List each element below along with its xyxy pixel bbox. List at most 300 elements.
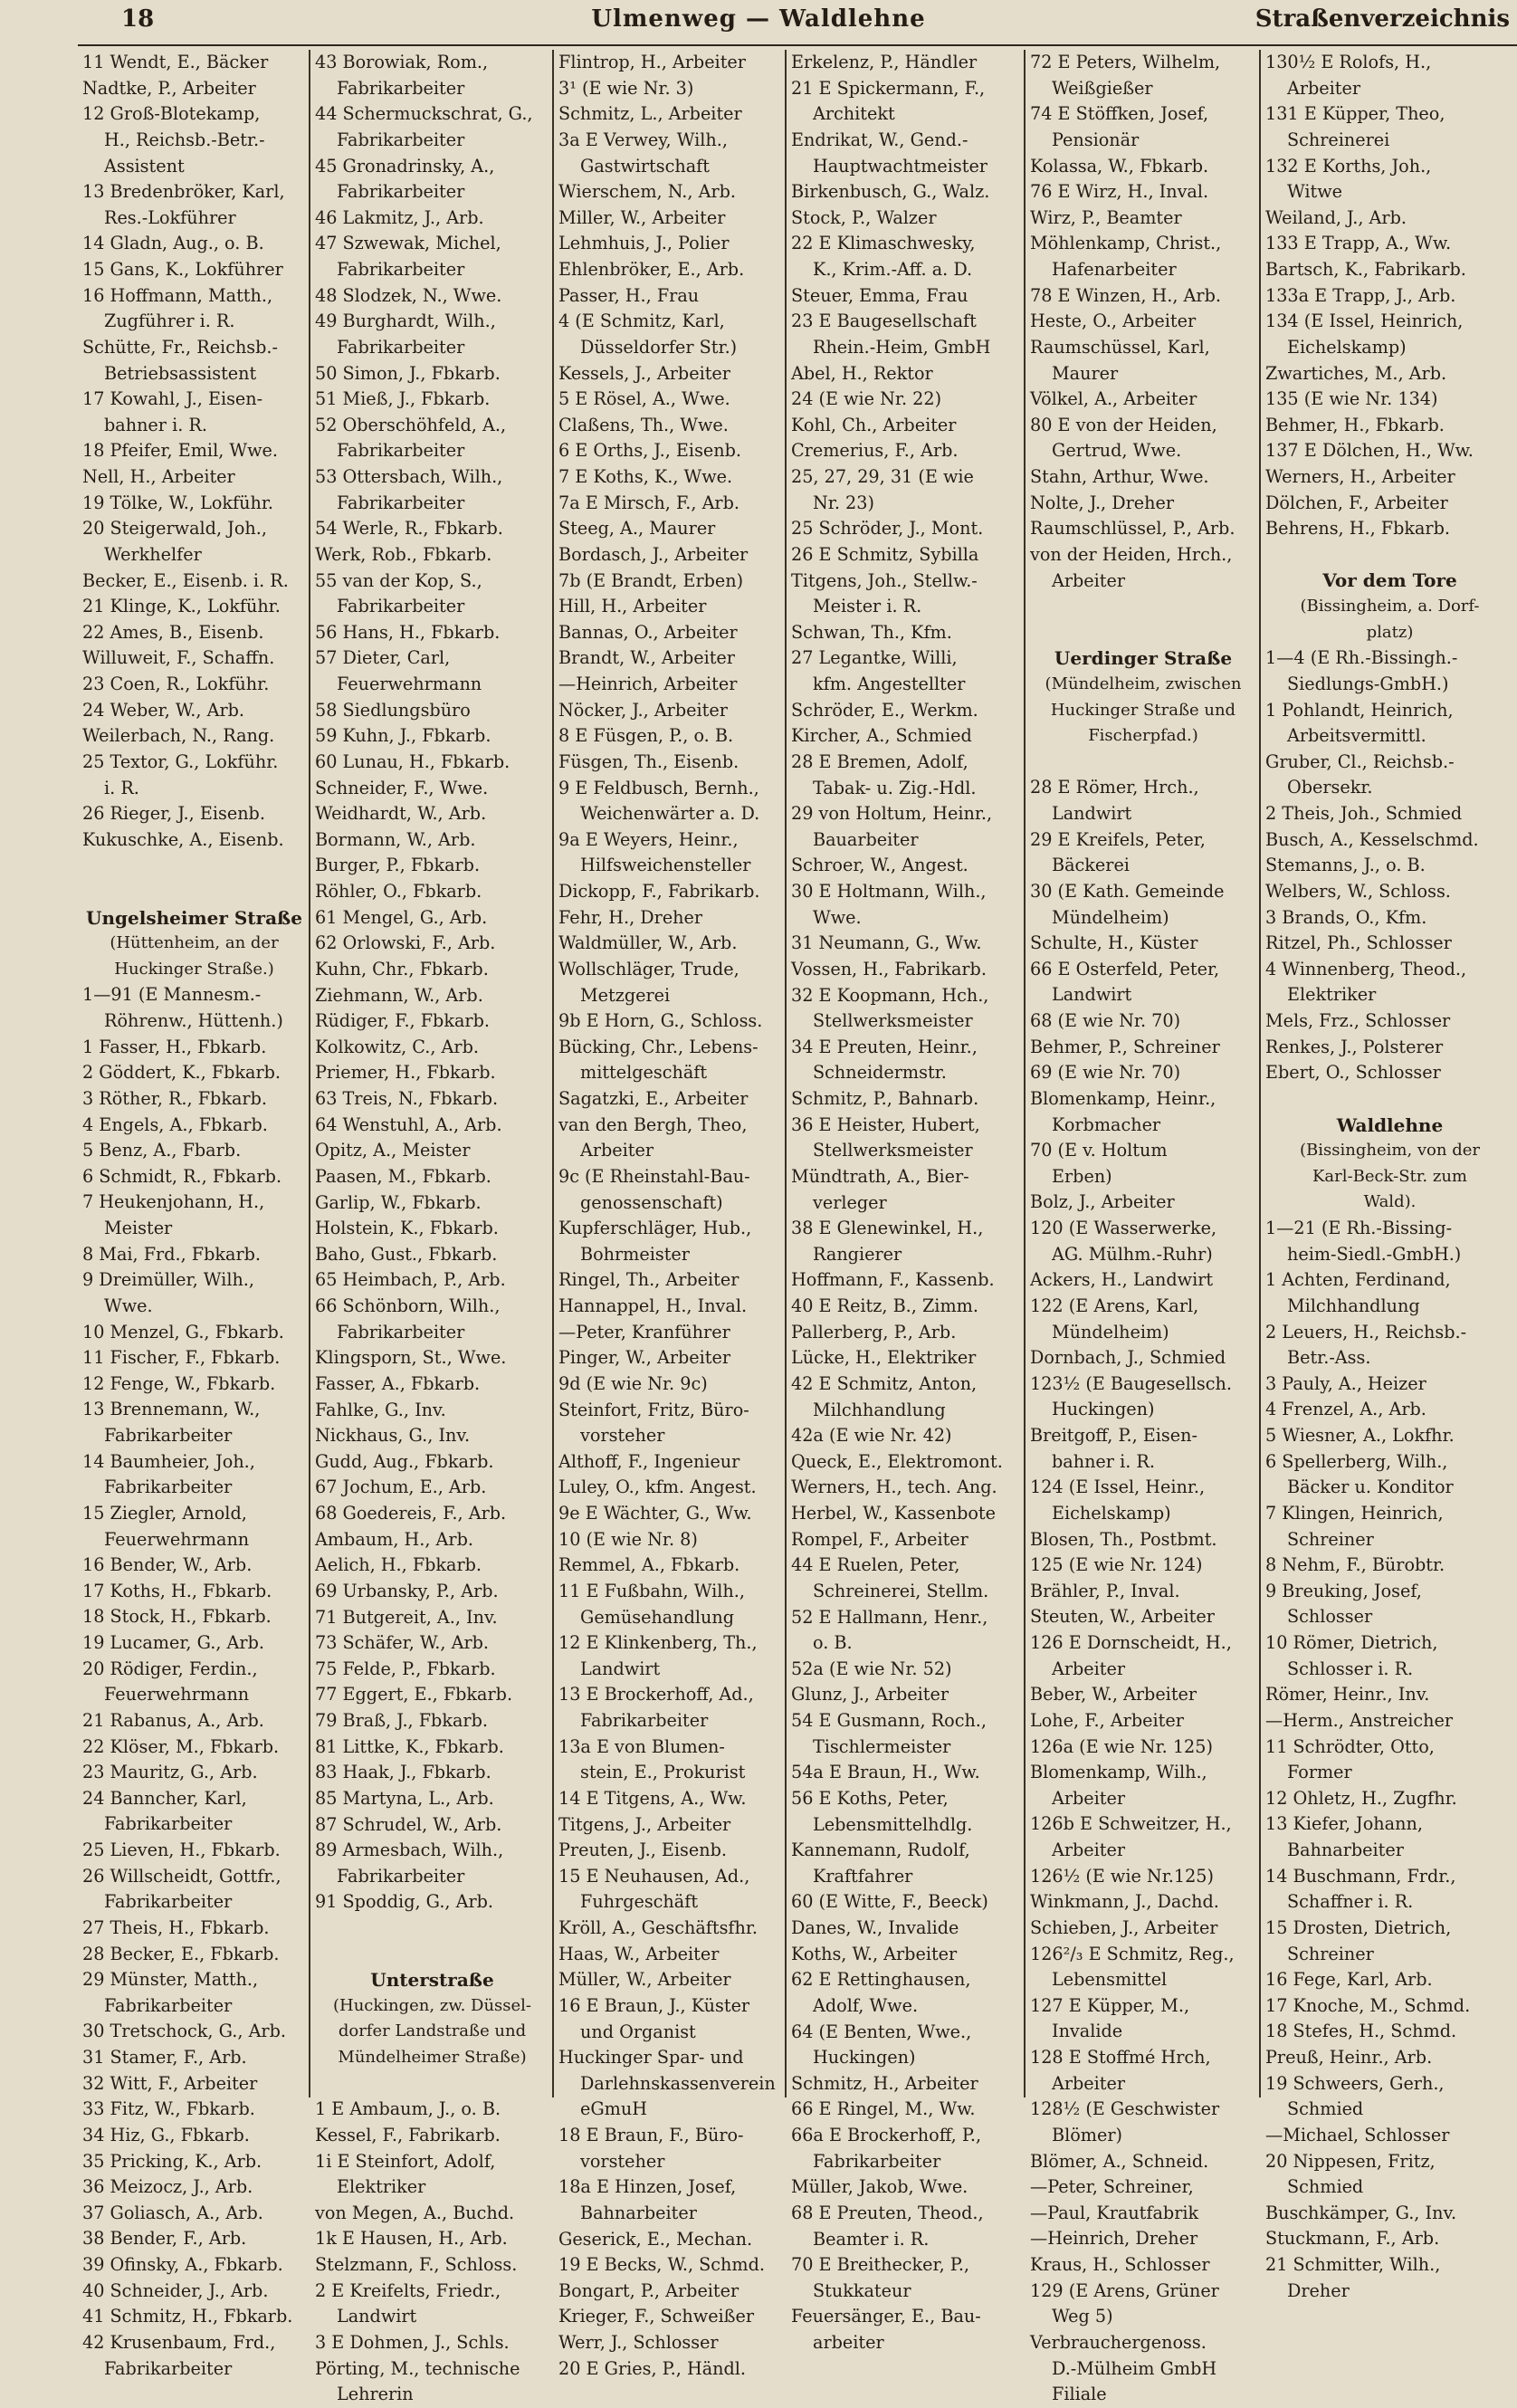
entry-line: Brähler, P., Inval. <box>1030 1580 1180 1601</box>
entry-line: Danes, W., Invalide <box>791 1917 959 1938</box>
entry-line: 9a E Weyers, Heinr., <box>558 828 739 850</box>
entry-continuation: Obersekr. <box>1287 777 1373 798</box>
entry-line: Garlip, W., Fbkarb. <box>315 1191 482 1213</box>
entry-line: 39 Ofinsky, A., Fbkarb. <box>82 2254 283 2276</box>
entry-line: Fehr, H., Dreher <box>558 906 703 928</box>
entry-line: 48 Slodzek, N., Wwe. <box>315 284 502 306</box>
street-heading: Waldlehne <box>1336 1113 1444 1136</box>
entry-line: Kukuschke, A., Eisenb. <box>82 828 284 850</box>
entry-line: 33 Fitz, W., Fbkarb. <box>82 2098 255 2120</box>
entry-line: 40 E Reitz, B., Zimm. <box>791 1295 978 1316</box>
entry-line: Passer, H., Frau <box>558 284 700 306</box>
entry-continuation: stein, E., Prokurist <box>580 1762 746 1783</box>
entry-line: 4 Engels, A., Fbkarb. <box>82 1113 268 1135</box>
entry-line: Raumschüssel, Karl, <box>1030 336 1210 358</box>
entry-continuation: Fabrikarbeiter <box>104 1425 233 1447</box>
entry-line: 3 Röther, R., Fbkarb. <box>82 1087 267 1109</box>
entry-continuation: Fabrikarbeiter <box>813 2150 941 2172</box>
entry-continuation: Fabrikarbeiter <box>104 2357 233 2379</box>
entry-line: 9 E Feldbusch, Bernh., <box>558 777 759 798</box>
entry-line: Geserick, E., Mechan. <box>558 2228 753 2250</box>
spacer <box>315 2071 549 2097</box>
entry-line: 14 Baumheier, Joh., <box>82 1450 255 1472</box>
street-description: Wald). <box>1363 1192 1417 1212</box>
entry-line: 38 Bender, F., Arb. <box>82 2228 247 2250</box>
street-heading: Ungelsheimer Straße <box>86 906 302 929</box>
entry-line: 1 Achten, Ferdinand, <box>1265 1269 1451 1291</box>
entry-line: 9 Breuking, Josef, <box>1265 1580 1422 1601</box>
entry-line: 1—4 (E Rh.-Bissingh.- <box>1265 647 1458 669</box>
entry-line: 56 Hans, H., Fbkarb. <box>315 621 501 643</box>
entry-line: 73 Schäfer, W., Arb. <box>315 1632 489 1654</box>
entry-line: 18a E Hinzen, Josef, <box>558 2176 737 2198</box>
entry-line: Titgens, J., Arbeiter <box>558 1813 731 1835</box>
entry-line: 55 van der Kop, S., <box>315 569 482 591</box>
entry-line: 133 E Trapp, A., Ww. <box>1265 233 1452 254</box>
entry-continuation: Arbeiter <box>1052 2072 1126 2094</box>
entry-continuation: i. R. <box>104 777 139 798</box>
entry-line: 3 E Dohmen, J., Schls. <box>315 2331 510 2353</box>
entry-line: Mels, Frz., Schlosser <box>1265 1010 1451 1032</box>
entry-line: 19 Schweers, Gerh., <box>1265 2072 1445 2094</box>
spacer <box>82 879 306 905</box>
entry-line: 28 E Römer, Hrch., <box>1030 777 1199 798</box>
entry-line: 9b E Horn, G., Schloss. <box>558 1010 763 1032</box>
entry-line: Holstein, K., Fbkarb. <box>315 1218 499 1239</box>
entry-line: 128 E Stoffmé Hrch, <box>1030 2047 1211 2069</box>
entry-continuation: Schneidermstr. <box>813 1062 947 1084</box>
entry-line: 23 E Baugesellschaft <box>791 311 977 332</box>
entry-continuation: Schreinerei, Stellm. <box>813 1580 989 1601</box>
entry-line: 45 Gronadrinsky, A., <box>315 155 495 177</box>
entry-line: Nolte, J., Dreher <box>1030 492 1175 513</box>
entry-line: 31 Stamer, F., Arb. <box>82 2047 247 2069</box>
entry-line: 130½ E Rolofs, H., <box>1265 52 1432 72</box>
entry-line: 123½ (E Baugesellsch. <box>1030 1372 1232 1394</box>
street-description: (Huckingen, zw. Düssel- <box>332 1995 532 2015</box>
entry-line: Bücking, Chr., Lebens- <box>558 1036 758 1057</box>
entry-line: 75 Felde, P., Fbkarb. <box>315 1658 496 1679</box>
entry-line: 131 E Küpper, Theo, <box>1265 103 1445 125</box>
entry-continuation: Fabrikarbeiter <box>337 77 465 99</box>
entry-line: 15 E Neuhausen, Ad., <box>558 1865 750 1887</box>
entry-line: Rüdiger, F., Fbkarb. <box>315 1010 490 1032</box>
entry-line: 74 E Stöffken, Josef, <box>1030 103 1209 125</box>
entry-continuation: Feuerwehrmann <box>104 1528 250 1550</box>
entry-line: 21 E Spickermann, F., <box>791 77 986 99</box>
street-description: Fischerpfad.) <box>1088 726 1198 746</box>
entry-line: 36 E Heister, Hubert, <box>791 1113 980 1135</box>
entry-line: Müller, Jakob, Wwe. <box>791 2176 968 2198</box>
entry-line: 1 Pohlandt, Heinrich, <box>1265 699 1454 721</box>
entry-line: 3¹ (E wie Nr. 3) <box>558 77 694 99</box>
entry-line: Völkel, A., Arbeiter <box>1030 388 1197 410</box>
entry-line: 89 Armesbach, Wilh., <box>315 1839 504 1861</box>
page-title: Ulmenweg — Waldlehne <box>591 5 926 33</box>
entry-line: Röhler, O., Fbkarb. <box>315 881 482 902</box>
entry-continuation: Huckingen) <box>1052 1399 1155 1420</box>
entry-continuation: Former <box>1287 1762 1352 1783</box>
entry-line: Schröder, E., Werkm. <box>791 699 978 721</box>
street-heading: Vor dem Tore <box>1322 569 1457 592</box>
column-6 <box>1261 50 1517 2301</box>
entry-line: 126 E Dornscheidt, H., <box>1030 1632 1232 1654</box>
entry-line: Brandt, W., Arbeiter <box>558 647 735 669</box>
entry-line: Schütte, Fr., Reichsb.- <box>82 336 279 358</box>
entry-line: Schmitz, L., Arbeiter <box>558 103 742 125</box>
entry-line: 24 Banncher, Karl, <box>82 1787 247 1809</box>
entry-line: Stemanns, J., o. B. <box>1265 855 1426 876</box>
entry-line: Mündtrath, A., Bier- <box>791 1165 969 1187</box>
entry-continuation: Arbeiter <box>1052 1839 1126 1861</box>
entry-line: 7 Heukenjohann, H., <box>82 1191 265 1213</box>
entry-continuation: Schreiner <box>1287 1528 1374 1550</box>
entry-line: Hoffmann, F., Kassenb. <box>791 1269 995 1291</box>
entry-continuation: Bäckerei <box>1052 855 1130 876</box>
entry-line: 12 E Klinkenberg, Th., <box>558 1632 758 1654</box>
entry-line: 20 Steigerwald, Joh., <box>82 518 267 540</box>
entry-continuation: Res.-Lokführer <box>104 206 236 228</box>
entry-line: 68 Goedereis, F., Arb. <box>315 1503 507 1524</box>
entry-line: Ebert, O., Schlosser <box>1265 1062 1441 1084</box>
entry-line: 81 Littke, K., Fbkarb. <box>315 1735 504 1757</box>
entry-line: 57 Dieter, Carl, <box>315 647 451 669</box>
entry-line: 10 (E wie Nr. 8) <box>558 1528 698 1550</box>
entry-line: 5 Benz, A., Fbarb. <box>82 1140 242 1161</box>
entry-line: Römer, Heinr., Inv. <box>1265 1684 1430 1706</box>
entry-continuation: Fabrikarbeiter <box>337 1321 465 1343</box>
entry-line: 32 E Koopmann, Hch., <box>791 984 989 1006</box>
entry-line: Preuten, J., Eisenb. <box>558 1839 727 1861</box>
entry-continuation: Weg 5) <box>1052 2306 1113 2327</box>
entry-continuation: Düsseldorfer Str.) <box>580 336 738 358</box>
entry-line: 14 Buschmann, Frdr., <box>1265 1865 1456 1887</box>
entry-line: Schmitz, H., Arbeiter <box>791 2072 978 2094</box>
entry-continuation: Elektriker <box>1287 984 1377 1006</box>
entry-line: von der Heiden, Hrch., <box>1030 543 1233 565</box>
entry-line: 1—21 (E Rh.-Bissing- <box>1265 1218 1453 1239</box>
entry-line: 122 (E Arens, Karl, <box>1030 1295 1199 1316</box>
entry-line: —Herm., Anstreicher <box>1265 1709 1454 1731</box>
spacer <box>1265 1086 1514 1113</box>
entry-line: 38 E Glenewinkel, H., <box>791 1218 984 1239</box>
column-3 <box>554 50 787 2379</box>
entry-line: 127 E Küpper, M., <box>1030 1994 1190 2016</box>
entry-line: Rompel, F., Arbeiter <box>791 1528 968 1550</box>
entry-line: Steuten, W., Arbeiter <box>1030 1606 1215 1628</box>
entry-line: 83 Haak, J., Fbkarb. <box>315 1762 491 1783</box>
spacer <box>315 1916 549 1942</box>
entry-line: Werr, J., Schlosser <box>558 2332 719 2353</box>
entry-line: 34 E Preuten, Heinr., <box>791 1036 978 1057</box>
entry-line: Sagatzki, E., Arbeiter <box>558 1088 749 1109</box>
entry-continuation: Beamter i. R. <box>813 2228 930 2250</box>
entry-line: 1—91 (E Mannesm.- <box>82 984 262 1006</box>
entry-continuation: kfm. Angestellter <box>813 674 966 694</box>
section-title: Straßenverzeichnis <box>1255 5 1510 33</box>
entry-line: 91 Spoddig, G., Arb. <box>315 1891 494 1913</box>
entry-line: 27 Theis, H., Fbkarb. <box>82 1916 270 1938</box>
entry-line: 42 E Schmitz, Anton, <box>791 1372 978 1394</box>
entry-continuation: mittelgeschäft <box>580 1062 708 1084</box>
entry-line: 30 (E Kath. Gemeinde <box>1030 880 1225 902</box>
entry-line: Buschkämper, G., Inv. <box>1265 2202 1457 2223</box>
entry-continuation: Fabrikarbeiter <box>580 1710 709 1731</box>
entry-continuation: Röhrenw., Hüttenh.) <box>104 1010 283 1032</box>
entry-continuation: Fabrikarbeiter <box>337 596 465 617</box>
entry-line: 4 Frenzel, A., Arb. <box>1265 1399 1426 1420</box>
entry-continuation: Mündelheim) <box>1052 906 1169 928</box>
entry-line: Remmel, A., Fbkarb. <box>558 1554 740 1576</box>
entry-line: 7a E Mirsch, F., Arb. <box>558 492 739 513</box>
entry-line: Ambaum, H., Arb. <box>315 1528 473 1550</box>
entry-line: Behmer, P., Schreiner <box>1030 1036 1220 1057</box>
entry-line: 13 Kiefer, Johann, <box>1265 1813 1423 1835</box>
street-description: Mündelheimer Straße) <box>338 2048 527 2068</box>
entry-line: 17 Koths, H., Fbkarb. <box>82 1580 272 1601</box>
entry-line: 126a (E wie Nr. 125) <box>1030 1735 1213 1757</box>
entry-continuation: K., Krim.-Aff. a. D. <box>813 259 973 280</box>
entry-continuation: Filiale <box>1052 2384 1107 2405</box>
entry-line: Ziehmann, W., Arb. <box>315 984 483 1006</box>
entry-line: Birkenbusch, G., Walz. <box>791 181 990 203</box>
entry-continuation: Gemüsehandlung <box>580 1606 735 1628</box>
entry-continuation: Landwirt <box>1052 803 1132 825</box>
entry-line: 126½ (E wie Nr.125) <box>1030 1865 1214 1887</box>
street-heading: Unterstraße <box>370 1969 494 1992</box>
entry-line: Althoff, F., Ingenieur <box>558 1450 740 1472</box>
entry-line: 5 E Rösel, A., Wwe. <box>558 388 730 410</box>
entry-line: 135 (E wie Nr. 134) <box>1265 388 1438 410</box>
entry-line: Welbers, W., Schloss. <box>1265 880 1451 902</box>
entry-line: 19 Lucamer, G., Arb. <box>82 1632 264 1654</box>
entry-line: 5 Wiesner, A., Lokfhr. <box>1265 1425 1455 1447</box>
entry-line: Cremerius, F., Arb. <box>791 440 959 462</box>
entry-line: Aelich, H., Fbkarb. <box>315 1554 482 1576</box>
entry-line: Lücke, H., Elektriker <box>791 1347 977 1369</box>
entry-continuation: Siedlungs-GmbH.) <box>1287 673 1449 694</box>
entry-line: 9c (E Rheinstahl-Bau- <box>558 1165 750 1187</box>
entry-line: Pallerberg, P., Arb. <box>791 1321 957 1343</box>
street-description: (Bissingheim, a. Dorf- <box>1300 597 1480 616</box>
entry-line: Claßens, Th., Wwe. <box>558 414 729 435</box>
column-1 <box>78 50 310 2379</box>
entry-continuation: Gastwirtschaft <box>580 155 710 177</box>
entry-line: Willuweit, F., Schaffn. <box>82 647 275 669</box>
entry-line: 2 Theis, Joh., Schmied <box>1265 803 1463 825</box>
entry-continuation: Schmied <box>1287 2098 1364 2120</box>
entry-line: 19 E Becks, W., Schmd. <box>558 2254 765 2276</box>
entry-continuation: Wwe. <box>813 906 862 928</box>
entry-line: 18 E Braun, F., Büro- <box>558 2125 744 2145</box>
street-description: Huckinger Straße und <box>1050 700 1236 720</box>
entry-line: 79 Braß, J., Fbkarb. <box>315 1710 488 1731</box>
entry-line: 66 Schönborn, Wilh., <box>315 1295 501 1316</box>
entry-line: 133a E Trapp, J., Arb. <box>1265 284 1456 306</box>
entry-continuation: Bahnarbeiter <box>1287 1839 1404 1861</box>
entry-line: 23 Coen, R., Lokführ. <box>82 674 270 694</box>
entry-line: Winkmann, J., Dachd. <box>1030 1891 1219 1913</box>
entry-line: Krieger, F., Schweißer <box>558 2306 755 2327</box>
entry-line: 26 Rieger, J., Eisenb. <box>82 803 265 825</box>
column-2 <box>310 50 554 2405</box>
entry-line: 13a E von Blumen- <box>558 1735 725 1757</box>
entry-line: 6 E Orths, J., Eisenb. <box>558 440 742 462</box>
entry-line: Stock, P., Walzer <box>791 206 937 228</box>
entry-continuation: und Organist <box>580 2021 696 2042</box>
entry-line: 69 Urbansky, P., Arb. <box>315 1580 499 1601</box>
entry-line: Waldmüller, W., Arb. <box>558 932 738 954</box>
entry-line: 11 Schrödter, Otto, <box>1265 1735 1435 1757</box>
entry-line: Herbel, W., Kassenbote <box>791 1503 996 1524</box>
entry-line: 80 E von der Heiden, <box>1030 414 1217 435</box>
entry-line: 8 E Füsgen, P., o. B. <box>558 725 734 747</box>
entry-line: 60 (E Witte, F., Beeck) <box>791 1891 988 1913</box>
entry-line: 126b E Schweitzer, H., <box>1030 1813 1232 1835</box>
entry-continuation: Darlehnskassenverein <box>580 2072 776 2094</box>
entry-line: Kessels, J., Arbeiter <box>558 362 730 384</box>
entry-line: 71 Butgereit, A., Inv. <box>315 1606 498 1628</box>
entry-line: 2 Leuers, H., Reichsb.- <box>1265 1321 1467 1343</box>
entry-line: 22 Klöser, M., Fbkarb. <box>82 1735 280 1757</box>
entry-line: Weiland, J., Arb. <box>1265 206 1407 228</box>
entry-line: Lehmhuis, J., Polier <box>558 233 730 254</box>
entry-line: Dickopp, F., Fabrikarb. <box>558 881 760 902</box>
entry-line: 43 Borowiak, Rom., <box>315 52 489 72</box>
entry-line: 3 Brands, O., Kfm. <box>1265 906 1427 928</box>
entry-line: 18 Stefes, H., Schmd. <box>1265 2021 1457 2042</box>
spacer <box>1030 594 1256 620</box>
entry-continuation: Stellwerksmeister <box>813 1010 973 1032</box>
entry-line: Bongart, P., Arbeiter <box>558 2279 739 2301</box>
entry-line: Abel, H., Rektor <box>791 362 933 384</box>
entry-line: 2 Göddert, K., Fbkarb. <box>82 1062 281 1084</box>
entry-continuation: verleger <box>813 1191 887 1213</box>
entry-continuation: Wwe. <box>104 1295 153 1316</box>
entry-line: 26 Willscheidt, Gottfr., <box>82 1865 281 1887</box>
entry-line: Stelzmann, F., Schloss. <box>315 2254 518 2276</box>
entry-continuation: bahner i. R. <box>104 414 207 435</box>
entry-line: 46 Lakmitz, J., Arb. <box>315 206 484 228</box>
entry-line: Weilerbach, N., Rang. <box>82 725 275 747</box>
entry-line: 124 (E Issel, Heinr., <box>1030 1476 1206 1498</box>
entry-line: 23 Mauritz, G., Arb. <box>82 1762 258 1783</box>
entry-line: 22 E Klimaschwesky, <box>791 233 976 254</box>
entry-line: Blomenkamp, Wilh., <box>1030 1762 1207 1783</box>
entry-line: 12 Fenge, W., Fbkarb. <box>82 1372 276 1394</box>
entry-line: 70 E Breithecker, P., <box>791 2254 970 2276</box>
entry-line: 25 Lieven, H., Fbkarb. <box>82 1839 281 1861</box>
entry-line: Feuersänger, E., Bau- <box>791 2306 981 2327</box>
entry-line: Gudd, Aug., Fbkarb. <box>315 1450 494 1472</box>
entry-continuation: Hauptwachtmeister <box>813 155 987 177</box>
entry-line: 32 Witt, F., Arbeiter <box>82 2072 258 2094</box>
entry-line: 69 (E wie Nr. 70) <box>1030 1062 1181 1084</box>
entry-continuation: Schreinerei <box>1287 129 1390 150</box>
entry-line: 6 Schmidt, R., Fbkarb. <box>82 1165 282 1187</box>
entry-continuation: Meister i. R. <box>813 596 922 617</box>
entry-line: Pörting, M., technische <box>315 2357 520 2379</box>
entry-line: Klingsporn, St., Wwe. <box>315 1347 507 1369</box>
entry-line: 3 Pauly, A., Heizer <box>1265 1372 1426 1394</box>
entry-line: Lohe, F., Arbeiter <box>1030 1709 1184 1731</box>
entry-line: 7b (E Brandt, Erben) <box>558 569 744 591</box>
entry-line: Erkelenz, P., Händler <box>791 52 978 72</box>
entry-line: Vossen, H., Fabrikarb. <box>791 958 987 979</box>
entry-line: 25 Textor, G., Lokführ. <box>82 750 279 772</box>
entry-line: —Peter, Kranführer <box>558 1321 730 1343</box>
column-5 <box>1026 50 1261 2405</box>
entry-line: Kolkowitz, C., Arb. <box>315 1036 479 1057</box>
entry-continuation: arbeiter <box>813 2332 884 2353</box>
entry-continuation: Meister <box>104 1218 173 1239</box>
entry-line: 49 Burghardt, Wilh., <box>315 311 496 332</box>
entry-line: 14 E Titgens, A., Ww. <box>558 1787 747 1809</box>
entry-continuation: Werkhelfer <box>104 543 202 565</box>
entry-continuation: Architekt <box>813 103 895 125</box>
entry-line: Ehlenbröker, E., Arb. <box>558 259 745 280</box>
entry-line: 14 Gladn, Aug., o. B. <box>82 233 264 254</box>
entry-line: —Peter, Schreiner, <box>1030 2176 1194 2198</box>
entry-continuation: Landwirt <box>1052 984 1132 1006</box>
entry-continuation: Weichenwärter a. D. <box>580 803 760 825</box>
entry-line: 18 Pfeifer, Emil, Wwe. <box>82 440 279 462</box>
entry-line: Raumschlüssel, P., Arb. <box>1030 518 1236 540</box>
entry-continuation: genossenschaft) <box>580 1191 723 1213</box>
entry-line: 36 Meizocz, J., Arb. <box>82 2176 253 2198</box>
entry-line: 125 (E wie Nr. 124) <box>1030 1554 1203 1576</box>
street-description: (Hüttenheim, an der <box>110 933 279 953</box>
entry-continuation: Fabrikarbeiter <box>337 129 465 150</box>
entry-line: Werners, H., Arbeiter <box>1265 466 1455 487</box>
street-description: (Mündelheim, zwischen <box>1045 674 1242 693</box>
entry-line: Zwartiches, M., Arb. <box>1265 362 1447 384</box>
entry-line: Nickhaus, G., Inv. <box>315 1425 471 1447</box>
entry-line: Beber, W., Arbeiter <box>1030 1684 1197 1706</box>
entry-line: 61 Mengel, G., Arb. <box>315 906 488 928</box>
entry-line: 7 E Koths, K., Wwe. <box>558 466 733 487</box>
entry-continuation: Arbeiter <box>1052 1658 1126 1679</box>
entry-line: Werk, Rob., Fbkarb. <box>315 543 492 565</box>
entry-line: 31 Neumann, G., Ww. <box>791 932 982 954</box>
entry-line: 29 E Kreifels, Peter, <box>1030 828 1206 850</box>
entry-continuation: Huckingen) <box>813 2047 916 2069</box>
entry-continuation: D.-Mülheim GmbH <box>1052 2357 1217 2379</box>
entry-continuation: Fuhrgeschäft <box>580 1891 699 1913</box>
entry-line: Blomenkamp, Heinr., <box>1030 1087 1216 1109</box>
page-header <box>0 0 1517 47</box>
entry-line: 66a E Brockerhoff, P., <box>791 2125 982 2145</box>
entry-line: Füsgen, Th., Eisenb. <box>558 750 739 772</box>
entry-line: 56 E Koths, Peter, <box>791 1787 949 1809</box>
entry-continuation: Lehrerin <box>337 2384 414 2405</box>
header-rule <box>78 44 1517 46</box>
entry-line: 72 E Peters, Wilhelm, <box>1030 52 1221 72</box>
entry-continuation: o. B. <box>813 1632 853 1654</box>
entry-line: 137 E Dölchen, H., Ww. <box>1265 440 1474 462</box>
entry-line: 7 Klingen, Heinrich, <box>1265 1502 1444 1524</box>
entry-line: 4 (E Schmitz, Karl, <box>558 311 725 332</box>
entry-continuation: Elektriker <box>337 2176 426 2198</box>
entry-continuation: Fabrikarbeiter <box>337 259 465 280</box>
entry-line: von Megen, A., Buchd. <box>315 2202 515 2223</box>
entry-line: 66 E Ringel, M., Ww. <box>791 2098 976 2120</box>
entry-line: 20 E Gries, P., Händl. <box>558 2357 747 2379</box>
entry-line: 21 Schmitter, Wilh., <box>1265 2254 1441 2276</box>
entry-line: Bormann, W., Arb. <box>315 828 476 850</box>
entry-line: Bannas, O., Arbeiter <box>558 621 738 643</box>
entry-continuation: vorsteher <box>580 1425 665 1447</box>
